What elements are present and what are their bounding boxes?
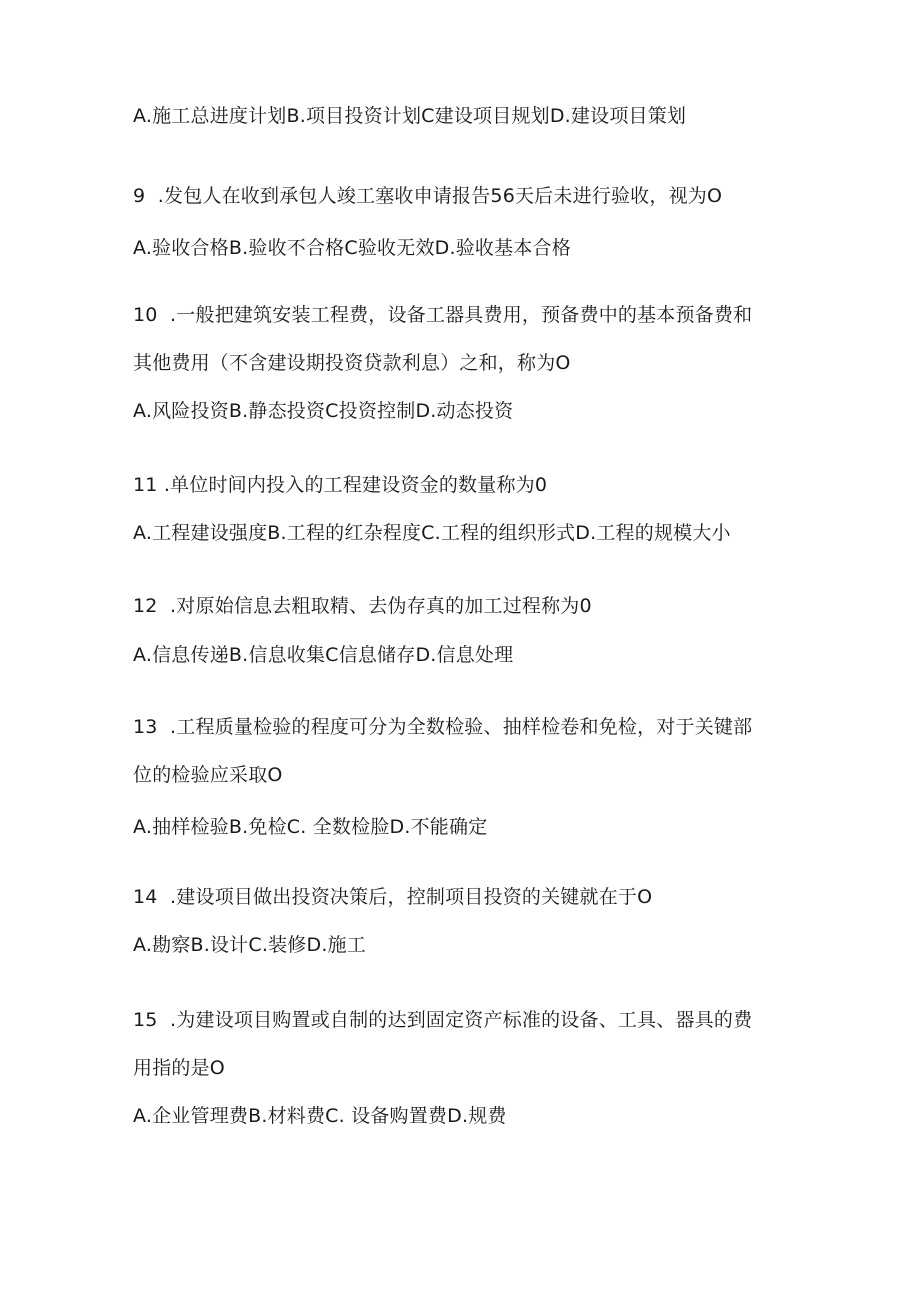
q11-stem: 11 .单位时间内投入的工程建设资金的数量称为0: [133, 474, 548, 496]
q13-options: A.抽样检验B.免检C. 全数检脸D.不能确定: [133, 816, 488, 838]
q12-stem: 12 .对原始信息去粗取精、去伪存真的加工过程称为0: [133, 595, 592, 617]
q10-stem-line2: 其他费用（不含建设期投资贷款利息）之和，称为O: [133, 352, 571, 374]
q9-stem: 9 .发包人在收到承包人竣工塞收申请报告56天后未进行验收，视为O: [133, 185, 723, 207]
q13-stem-line1: 13 .工程质量检验的程度可分为全数检验、抽样检卷和免检，对于关键部: [133, 716, 753, 738]
q12-options: A.信息传递B.信息收集C信息储存D.信息处理: [133, 644, 514, 666]
q9-options: A.验收合格B.验收不合格C验收无效D.验收基本合格: [133, 237, 571, 259]
q15-options: A.企业管理费B.材料费C. 设备购置费D.规费: [133, 1105, 507, 1127]
q8-options: A.施工总进度计划B.项目投资计划C建设项目规划D.建设项目策划: [133, 105, 687, 127]
q14-stem: 14 .建设项目做出投资决策后，控制项目投资的关键就在于O: [133, 886, 653, 908]
q10-stem-line1: 10 .一般把建筑安装工程费，设备工器具费用，预备费中的基本预备费和: [133, 304, 753, 326]
q13-stem-line2: 位的检验应采取O: [133, 764, 283, 786]
q14-options: A.勘察B.设计C.装修D.施工: [133, 934, 366, 956]
q15-stem-line2: 用指的是O: [133, 1057, 225, 1079]
q11-options: A.工程建设强度B.工程的红杂程度C.工程的组织形式D.工程的规模大小: [133, 522, 731, 544]
q10-options: A.风险投资B.静态投资C投资控制D.动态投资: [133, 400, 514, 422]
q15-stem-line1: 15 .为建设项目购置或自制的达到固定资产标准的设备、工具、器具的费: [133, 1009, 753, 1031]
